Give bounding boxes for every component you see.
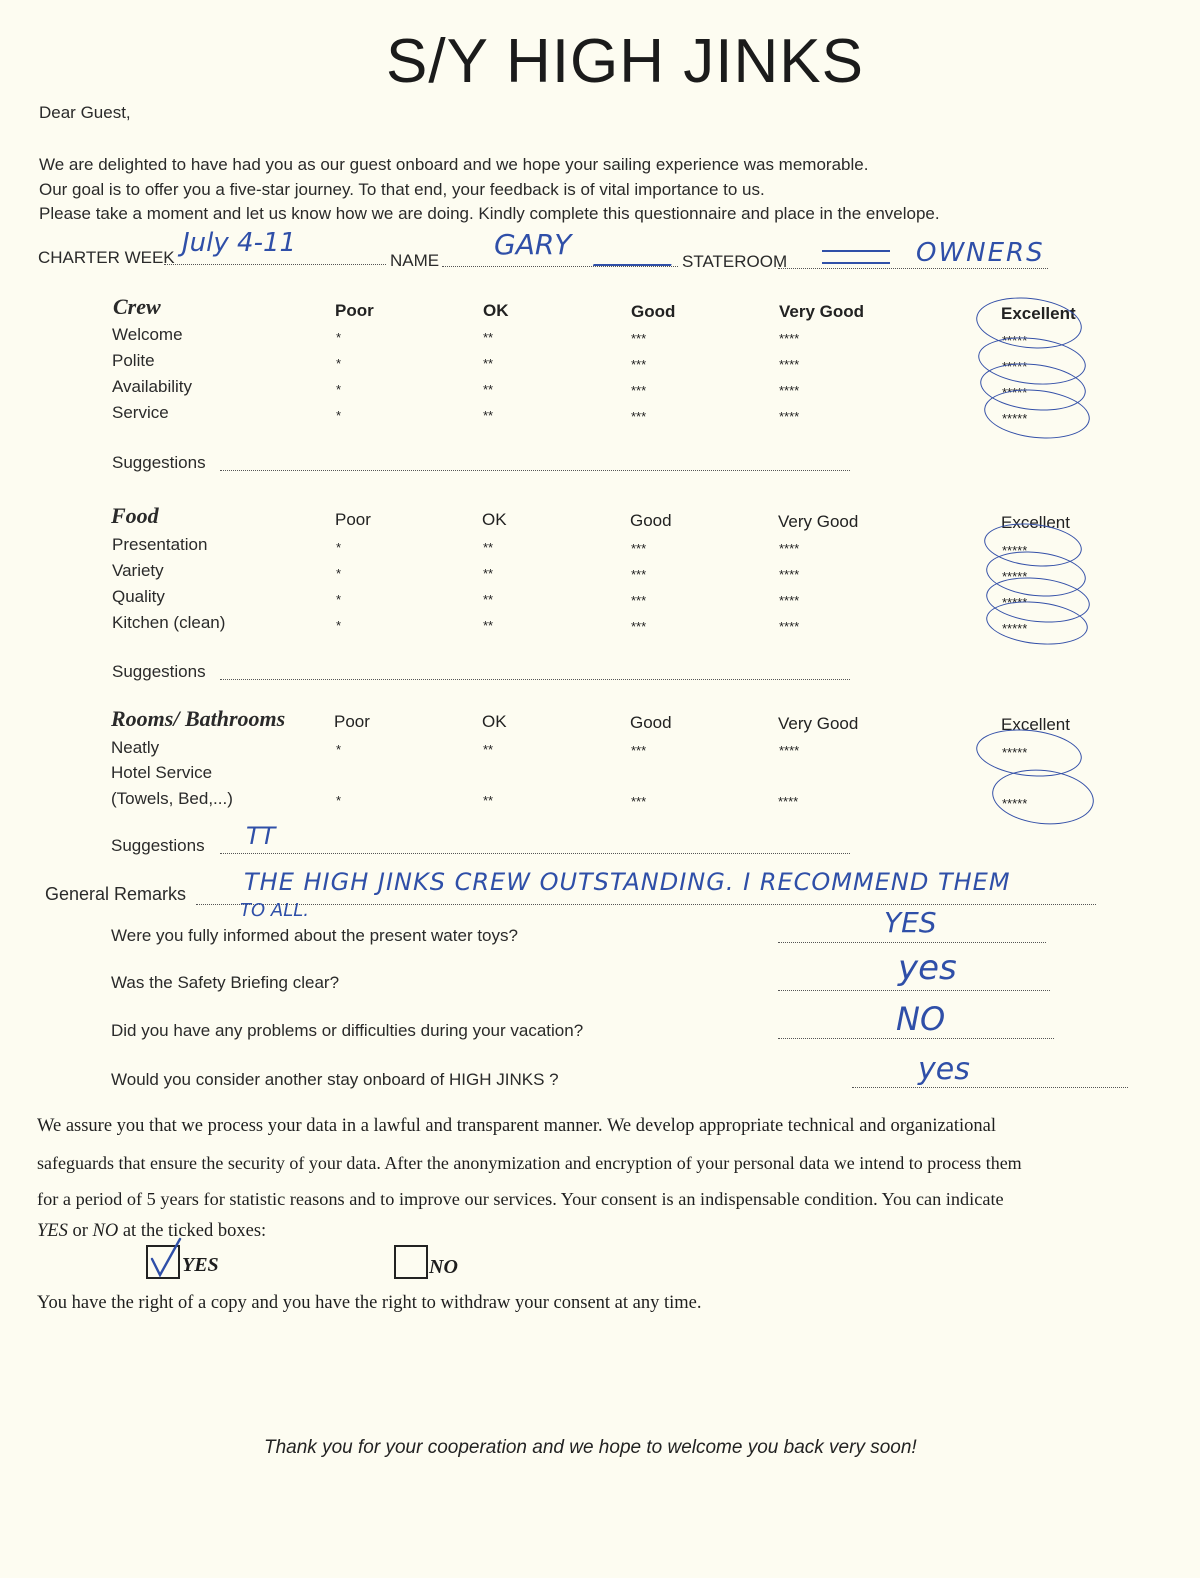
rooms-item-towels-bed: (Towels, Bed,...) [111, 789, 233, 808]
star-option[interactable]: ** [483, 618, 494, 633]
charter-week-value[interactable]: July 4-11 [182, 228, 297, 258]
star-option-selected[interactable]: ***** [1002, 411, 1028, 426]
stateroom-label: STATEROOM [682, 252, 788, 271]
star-option[interactable]: * [336, 382, 342, 397]
food-item-presentation: Presentation [112, 535, 208, 554]
document-title: S/Y HIGH JINKS [386, 27, 864, 96]
star-option[interactable]: * [336, 793, 342, 808]
food-excellent-header: Excellent [1001, 513, 1070, 532]
star-option[interactable]: ** [483, 592, 494, 607]
star-option[interactable]: ** [483, 408, 494, 423]
star-option-selected[interactable]: ***** [1002, 796, 1028, 811]
rooms-excellent-header: Excellent [1001, 715, 1070, 734]
star-option-selected[interactable]: ***** [1002, 569, 1028, 584]
privacy-no-word: NO [92, 1221, 119, 1241]
star-option-selected[interactable]: ***** [1002, 385, 1028, 400]
star-option[interactable]: ** [483, 540, 494, 555]
food-suggestions-label: Suggestions [112, 662, 206, 681]
star-option-selected[interactable]: ***** [1002, 745, 1028, 760]
rooms-ok-header: OK [482, 712, 507, 731]
consent-yes-label: YES [182, 1254, 219, 1276]
star-option[interactable]: * [336, 566, 342, 581]
rooms-poor-header: Poor [334, 712, 370, 731]
answer-safety-briefing[interactable]: yes [898, 948, 957, 988]
star-option[interactable]: **** [779, 593, 800, 608]
crew-item-service: Service [112, 403, 169, 422]
food-item-kitchen: Kitchen (clean) [112, 613, 226, 632]
question-water-toys: Were you fully informed about the present water toys? [111, 926, 518, 945]
star-option[interactable]: *** [631, 567, 647, 582]
star-option-selected[interactable]: ***** [1002, 621, 1028, 636]
name-label: NAME [390, 251, 440, 270]
star-option[interactable]: *** [631, 541, 647, 556]
star-option[interactable]: * [336, 592, 342, 607]
rooms-item-neatly: Neatly [111, 738, 160, 757]
rights-statement: You have the right of a copy and you have the right to withdraw your consent at any time. [37, 1293, 702, 1313]
star-option[interactable]: *** [631, 357, 647, 372]
star-option-selected[interactable]: ***** [1002, 543, 1028, 558]
crew-ok-header: OK [483, 301, 509, 320]
star-option[interactable]: * [336, 356, 342, 371]
privacy-yes-word: YES [37, 1221, 68, 1241]
rooms-very-good-header: Very Good [778, 714, 859, 733]
star-option[interactable]: *** [631, 619, 647, 634]
charter-week-label: CHARTER WEEK [38, 248, 175, 267]
privacy-line-3: for a period of 5 years for statistic reasons and to improve our services. Your consent is an indispensable condition. You can indicate [37, 1189, 1004, 1209]
selection-circle [989, 765, 1096, 829]
star-option[interactable]: * [336, 742, 342, 757]
crew-item-polite: Polite [112, 351, 155, 370]
food-very-good-header: Very Good [778, 512, 859, 531]
name-value[interactable]: GARY [494, 228, 572, 261]
intro-line-1: We are delighted to have had you as our guest onboard and we hope your sailing experience was memorable. [39, 155, 869, 174]
closing-message: Thank you for your cooperation and we hope to welcome you back very soon! [264, 1437, 917, 1458]
intro-line-2: Our goal is to offer you a five-star journey. To that end, your feedback is of vital importance to us. [39, 180, 765, 199]
answer-water-toys[interactable]: YES [884, 906, 937, 939]
crew-section-title: Crew [113, 294, 161, 319]
crew-item-welcome: Welcome [112, 325, 183, 344]
general-remarks-label: General Remarks [45, 884, 187, 904]
food-item-variety: Variety [112, 561, 164, 580]
crew-item-availability: Availability [112, 377, 193, 396]
consent-no-checkbox[interactable] [394, 1245, 428, 1279]
star-option[interactable]: **** [778, 794, 799, 809]
privacy-line4-rest: at the ticked boxes: [118, 1221, 267, 1241]
star-option[interactable]: **** [779, 541, 800, 556]
star-option[interactable]: **** [779, 743, 800, 758]
checkmark-icon [146, 1237, 186, 1281]
question-another-stay: Would you consider another stay onboard of HIGH JINKS ? [111, 1070, 559, 1089]
consent-yes-checkbox[interactable] [146, 1245, 180, 1279]
rooms-item-hotel-service: Hotel Service [111, 763, 213, 782]
star-option[interactable]: *** [631, 383, 647, 398]
star-option-selected[interactable]: ***** [1002, 333, 1028, 348]
star-option[interactable]: *** [631, 593, 647, 608]
answer-another-stay[interactable]: yes [918, 1052, 970, 1087]
consent-no-label: NO [429, 1256, 458, 1278]
crew-good-header: Good [631, 302, 676, 321]
rooms-suggestions-line[interactable] [220, 853, 850, 854]
food-section-title: Food [111, 503, 159, 528]
star-option[interactable]: ** [483, 793, 494, 808]
intro-line-3: Please take a moment and let us know how we are doing. Kindly complete this questionnaire and place in the envelope. [39, 204, 940, 223]
star-option[interactable]: *** [631, 743, 647, 758]
star-option[interactable]: ** [483, 566, 494, 581]
crew-excellent-header: Excellent [1001, 304, 1076, 323]
star-option[interactable]: ** [483, 356, 494, 371]
star-option[interactable]: **** [779, 409, 800, 424]
crew-suggestions-label: Suggestions [112, 453, 206, 472]
privacy-line-2: safeguards that ensure the security of your data. After the anonymization and encryption of your personal data we intend to process them [37, 1153, 1022, 1173]
rooms-good-header: Good [630, 713, 672, 732]
star-option[interactable]: *** [631, 409, 647, 424]
star-option[interactable]: ** [483, 330, 494, 345]
greeting: Dear Guest, [39, 103, 131, 122]
stateroom-value[interactable]: OWNERS [916, 238, 1045, 268]
rooms-section-title: Rooms/ Bathrooms [111, 706, 286, 731]
star-option-selected[interactable]: ***** [1002, 359, 1028, 374]
star-option[interactable]: **** [779, 567, 800, 582]
star-option[interactable]: **** [779, 383, 800, 398]
privacy-line-1: We assure you that we process your data in a lawful and transparent manner. We develop appropriate technical and organizational [37, 1116, 997, 1136]
privacy-or-word: or [67, 1221, 93, 1241]
star-option[interactable]: **** [779, 619, 800, 634]
general-remarks-value-line2[interactable]: TO ALL. [240, 900, 309, 921]
star-option[interactable]: * [336, 330, 342, 345]
food-ok-header: OK [482, 510, 507, 529]
star-option[interactable]: * [336, 618, 342, 633]
food-suggestions-line[interactable] [220, 679, 850, 680]
star-option[interactable]: **** [779, 357, 800, 372]
star-option-selected[interactable]: ***** [1002, 595, 1028, 610]
crew-poor-header: Poor [335, 301, 374, 320]
food-good-header: Good [630, 511, 672, 530]
star-option[interactable]: *** [631, 331, 647, 346]
food-item-quality: Quality [112, 587, 165, 606]
star-option[interactable]: * [336, 408, 342, 423]
question-safety-briefing: Was the Safety Briefing clear? [111, 973, 340, 992]
question-problems: Did you have any problems or difficulties during your vacation? [111, 1021, 584, 1040]
answer-problems[interactable]: NO [896, 1000, 946, 1038]
general-remarks-line[interactable] [196, 904, 1096, 905]
star-option[interactable]: ** [483, 742, 494, 757]
rooms-suggestions-label: Suggestions [111, 836, 205, 855]
star-option[interactable]: * [336, 540, 342, 555]
general-remarks-value-line1[interactable]: THE HIGH JINKS CREW OUTSTANDING. I RECOMMEND THEM [244, 868, 1011, 896]
rooms-suggestion-value[interactable]: TT [246, 822, 276, 850]
star-option[interactable]: **** [779, 331, 800, 346]
star-option[interactable]: ** [483, 382, 494, 397]
crew-suggestions-line[interactable] [220, 470, 850, 471]
star-option[interactable]: *** [631, 794, 647, 809]
crew-very-good-header: Very Good [779, 302, 865, 321]
food-poor-header: Poor [335, 510, 371, 529]
